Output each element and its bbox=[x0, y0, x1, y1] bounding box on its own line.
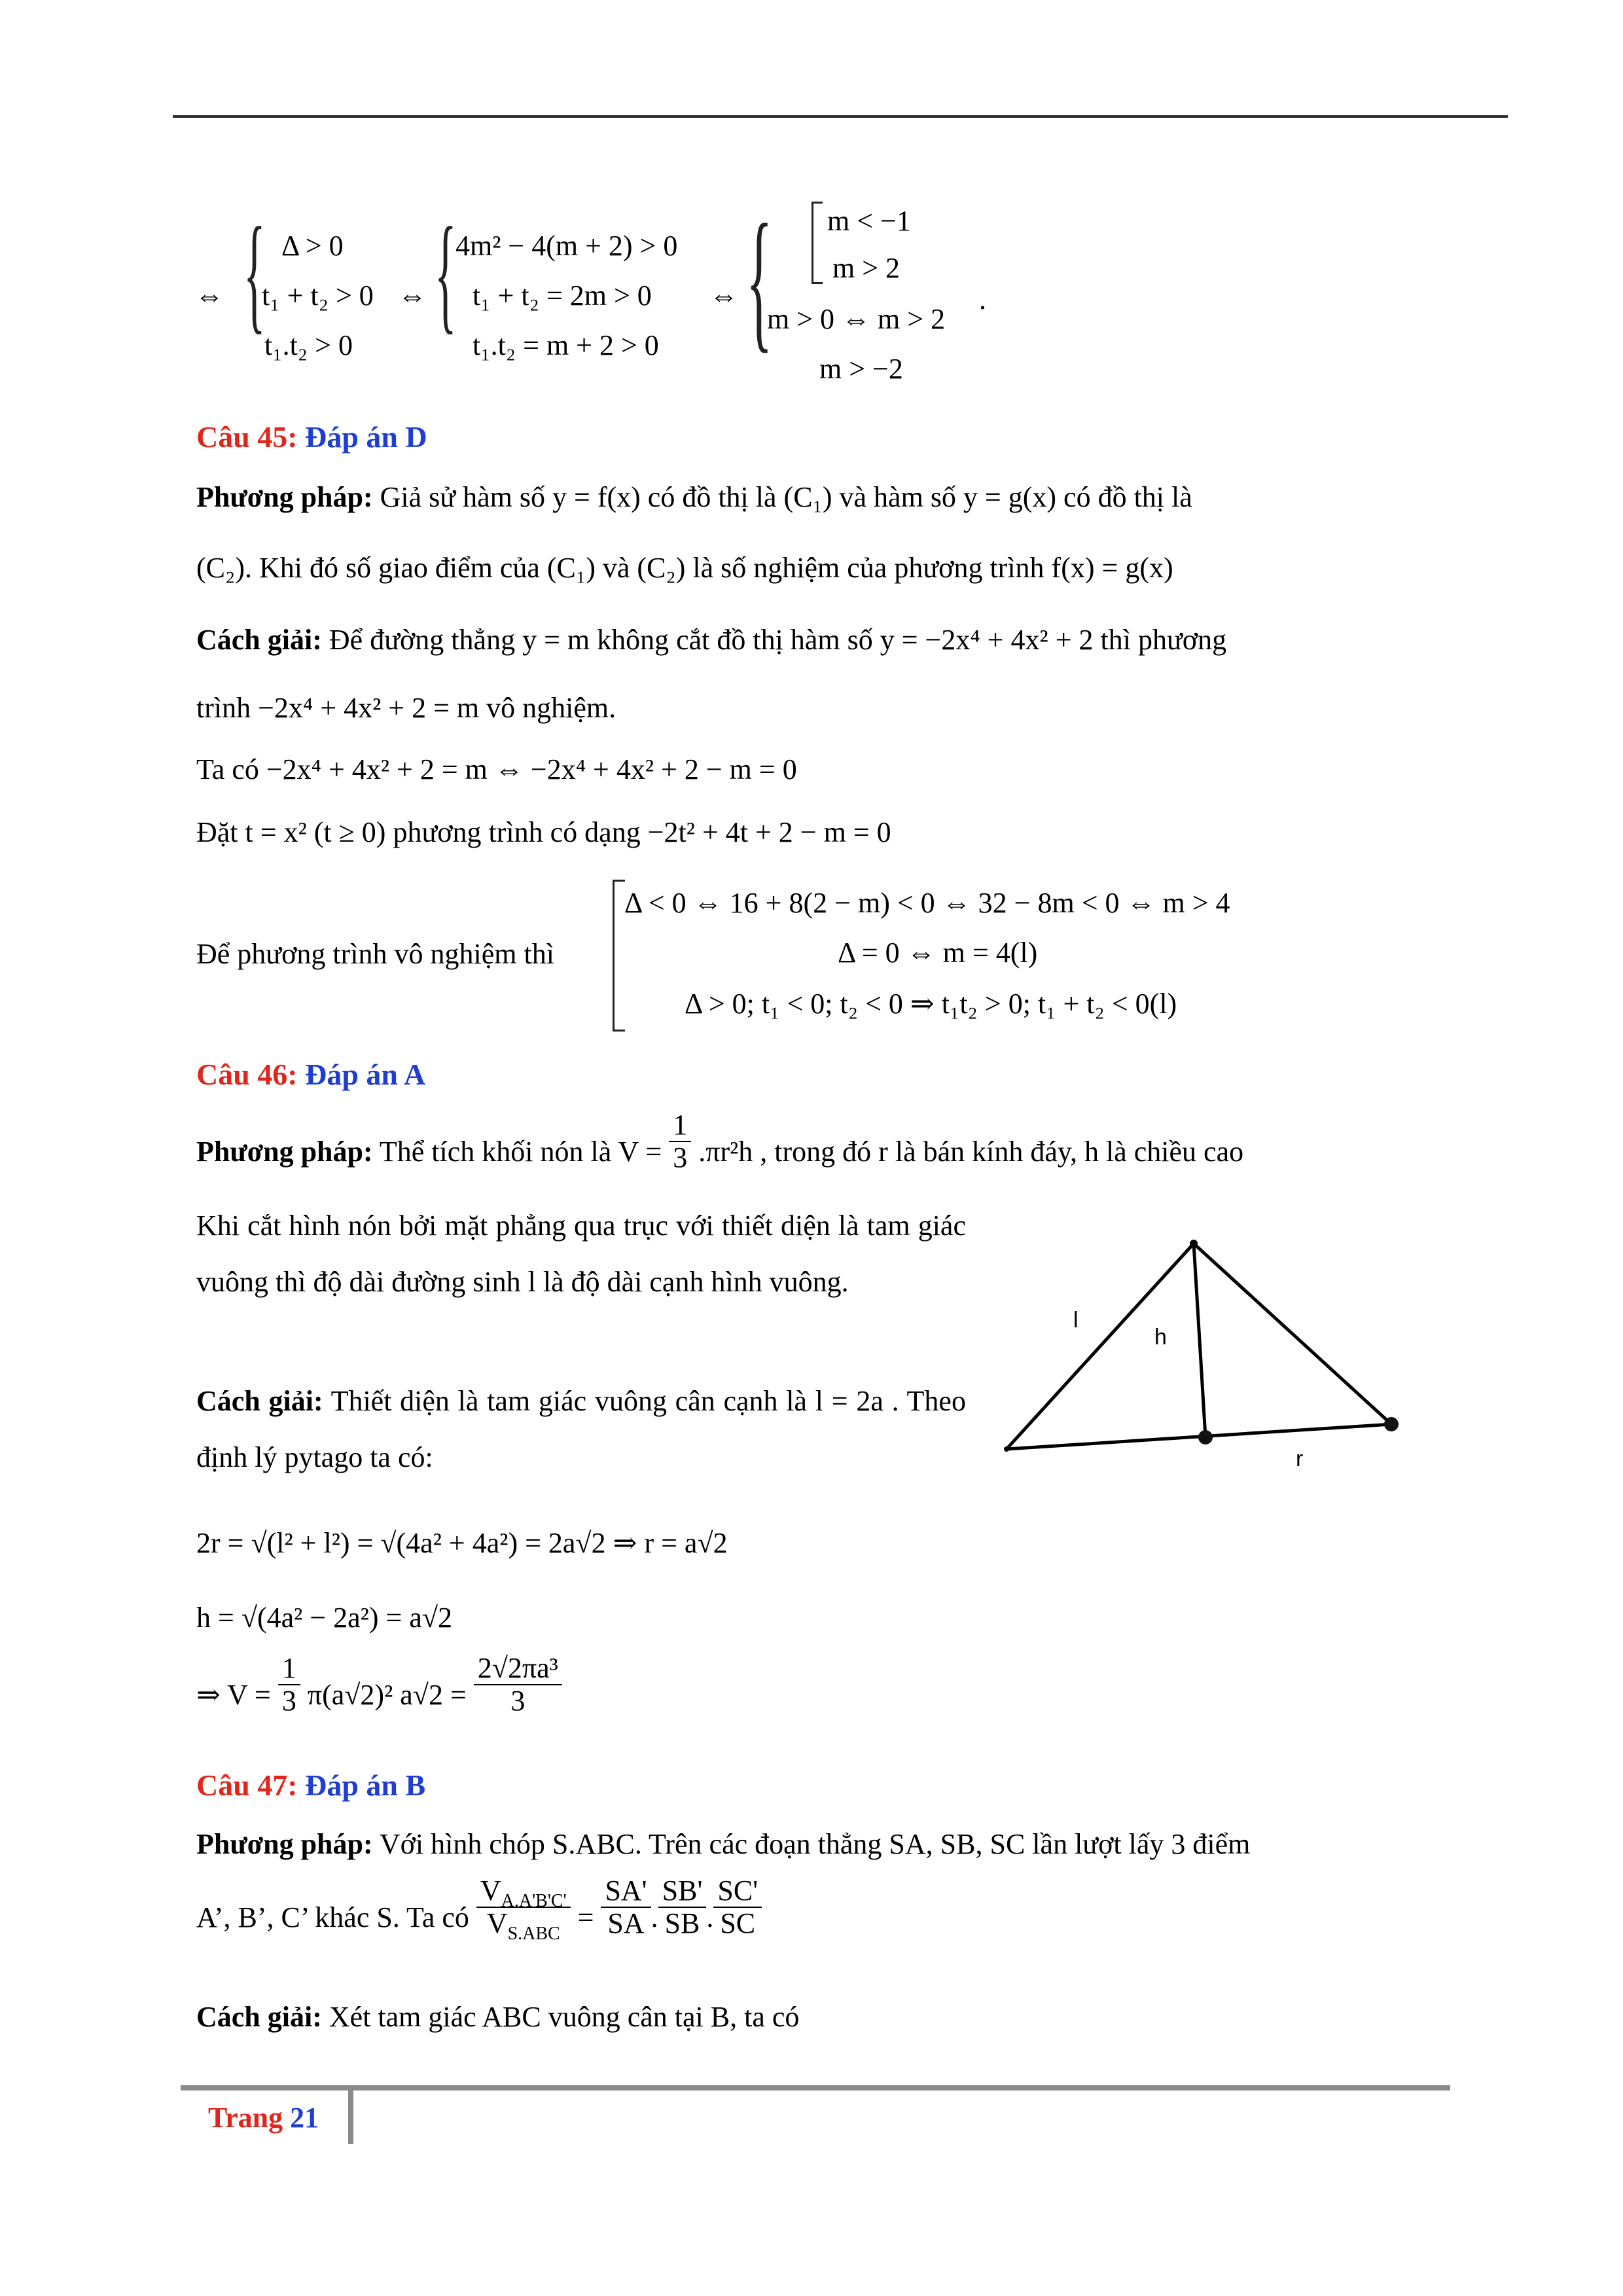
q47-method-text: Với hình chóp S.ABC. Trên các đoạn thẳng SA, SB, SC lần lượt lấy 3 điểm bbox=[379, 1828, 1251, 1860]
q46-eq3 bbox=[196, 1651, 562, 1717]
q46-method-pre: Thể tích khối nón là V = bbox=[379, 1136, 662, 1168]
q47-equals: = bbox=[577, 1901, 594, 1933]
q46-eq3-num1: 1 bbox=[278, 1653, 300, 1685]
sys3-bracket-line2: m > 2 bbox=[832, 252, 901, 284]
label-l: l bbox=[1073, 1308, 1079, 1333]
left-point bbox=[1004, 1446, 1009, 1452]
q47-volume-den bbox=[476, 1907, 571, 1944]
q45-line3: Ta có −2x⁴ + 4x² + 2 = m ⇔ −2x⁴ + 4x² + 2 − m = 0 bbox=[196, 753, 797, 785]
sys2-line1: 4m² − 4(m + 2) > 0 bbox=[455, 230, 678, 262]
q46-eq1: 2r = √(l² + l²) = √(4a² + 4a²) = 2a√2 ⇒ r = a√2 bbox=[196, 1527, 728, 1559]
sys-end-dot: . bbox=[979, 283, 986, 315]
q46-method-frac bbox=[669, 1109, 691, 1174]
q47-r1-den: SA bbox=[607, 1907, 645, 1939]
q47-r3-num: SC' bbox=[713, 1875, 762, 1908]
q46-eq3-frac2 bbox=[474, 1653, 562, 1717]
q46-eq3-den1: 3 bbox=[281, 1684, 296, 1717]
center-point bbox=[1198, 1430, 1213, 1444]
q46-eq3-pre: ⇒ V = bbox=[196, 1679, 271, 1711]
brace-2: { bbox=[435, 201, 457, 346]
page-number: 21 bbox=[290, 2102, 319, 2134]
q47-solution-line bbox=[196, 1999, 799, 2036]
equiv-1: ⇔ bbox=[195, 279, 224, 312]
q47-method-line1 bbox=[196, 1826, 1250, 1863]
q46-solution bbox=[196, 1373, 966, 1486]
sys2-line3: t₁.t₂ = m + 2 > 0 bbox=[473, 329, 659, 361]
q47-answer: Đáp án B bbox=[305, 1768, 426, 1802]
right-point bbox=[1384, 1417, 1399, 1431]
q47-solution-text: Xét tam giác ABC vuông cân tại B, ta có bbox=[329, 2001, 800, 2033]
q47-solution-label: Cách giải: bbox=[196, 2001, 322, 2033]
sys1-line3: t₁.t₂ > 0 bbox=[264, 329, 353, 361]
q46-frac-num: 1 bbox=[669, 1109, 691, 1142]
sys3-line4: m > −2 bbox=[819, 353, 903, 385]
q45-solution-text1: Để đường thẳng y = m không cắt đồ thị hàm số y = −2x⁴ + 4x² + 2 thì phương bbox=[329, 624, 1227, 656]
q47-line2-pre: A’, B’, C’ khác S. Ta có bbox=[196, 1901, 469, 1933]
q47-volume-ratio bbox=[476, 1874, 571, 1944]
q45-solution-text2: trình −2x⁴ + 4x² + 2 = m vô nghiệm. bbox=[196, 692, 616, 724]
q47-title bbox=[196, 1767, 425, 1804]
q46-title bbox=[196, 1056, 425, 1093]
q46-method-post: .πr²h , trong đó r là bán kính đáy, h là chiều cao bbox=[698, 1136, 1244, 1168]
q47-r2 bbox=[658, 1875, 707, 1939]
q47-method-label: Phương pháp: bbox=[196, 1828, 373, 1860]
q45-method-text1: Giả sử hàm số y = f(x) có đồ thị là (C₁) và hàm số y = g(x) có đồ thị là bbox=[380, 481, 1192, 513]
q45-method-label: Phương pháp: bbox=[196, 481, 373, 513]
apex-point bbox=[1190, 1240, 1198, 1247]
sys2-line2: t₁ + t₂ = 2m > 0 bbox=[473, 279, 652, 312]
q46-answer: Đáp án A bbox=[305, 1058, 426, 1091]
q47-r1 bbox=[601, 1875, 651, 1939]
q46-eq3-num2: 2√2πa³ bbox=[474, 1653, 562, 1685]
q46-number: Câu 46: bbox=[196, 1058, 298, 1091]
q46-method-label: Phương pháp: bbox=[196, 1136, 373, 1168]
q47-r1-num: SA' bbox=[601, 1875, 651, 1908]
q45-title bbox=[196, 419, 427, 456]
q45-method-line1 bbox=[196, 479, 1192, 516]
q45-cond-bracket bbox=[613, 880, 625, 1031]
q47-r3 bbox=[713, 1875, 762, 1939]
q45-answer: Đáp án D bbox=[305, 420, 427, 454]
page-footer bbox=[208, 2101, 319, 2134]
q47-r2-den: SB bbox=[664, 1907, 700, 1939]
sys1-line1: Δ > 0 bbox=[281, 230, 344, 262]
q45-cond-2: Δ = 0 ⇔ m = 4(l) bbox=[838, 937, 1038, 969]
q46-eq2: h = √(4a² − 2a²) = a√2 bbox=[196, 1602, 453, 1634]
q46-eq3-frac1 bbox=[278, 1653, 300, 1717]
q47-r3-den: SC bbox=[720, 1907, 756, 1939]
q47-r2-num: SB' bbox=[658, 1875, 707, 1908]
label-h: h bbox=[1154, 1325, 1167, 1350]
q46-solution-label: Cách giải: bbox=[196, 1385, 323, 1417]
q46-eq3-den2: 3 bbox=[510, 1684, 526, 1717]
q45-solution-label: Cách giải: bbox=[196, 624, 322, 656]
edge-h bbox=[1194, 1244, 1205, 1437]
footer-label-text: Trang bbox=[208, 2102, 283, 2134]
q47-number: Câu 47: bbox=[196, 1768, 298, 1802]
q47-vnum-sub: A.A'B'C' bbox=[501, 1890, 567, 1911]
header-rule bbox=[173, 115, 1508, 118]
sys3-bracket-line1: m < −1 bbox=[827, 205, 911, 237]
q45-cond-3: Δ > 0; t₁ < 0; t₂ < 0 ⇒ t₁t₂ > 0; t₁ + t₂ < 0(l) bbox=[685, 988, 1177, 1020]
footer-divider bbox=[348, 2085, 353, 2144]
q46-method-line bbox=[196, 1108, 1244, 1174]
q46-solution-text: Thiết diện là tam giác vuông cân cạnh là l = 2a . Theo định lý pytago ta có: bbox=[196, 1385, 966, 1473]
brace-1: { bbox=[243, 201, 266, 346]
q45-method-text2: (C₂). Khi đó số giao điểm của (C₁) và (C₂) là số nghiệm của phương trình f(x) = g(x) bbox=[196, 552, 1173, 584]
q45-number: Câu 45: bbox=[196, 420, 298, 454]
q45-cond-label: Để phương trình vô nghiệm thì bbox=[196, 938, 554, 970]
q45-cond-1: Δ < 0 ⇔ 16 + 8(2 − m) < 0 ⇔ 32 − 8m < 0 ⇔ m > 4 bbox=[624, 887, 1230, 919]
q45-solution-line1 bbox=[196, 622, 1226, 658]
q45-line4: Đặt t = x² (t ≥ 0) phương trình có dạng −2t² + 4t + 2 − m = 0 bbox=[196, 816, 891, 848]
q47-volume-num bbox=[476, 1874, 571, 1911]
q47-vden-sub: S.ABC bbox=[507, 1923, 560, 1944]
brace-3: { bbox=[746, 192, 773, 366]
edge-right bbox=[1194, 1244, 1391, 1424]
bracket-or bbox=[812, 202, 823, 284]
cone-section-figure bbox=[995, 1230, 1453, 1466]
q47-vden: V bbox=[486, 1907, 508, 1939]
sys1-line2: t₁ + t₂ > 0 bbox=[262, 279, 374, 312]
label-r: r bbox=[1296, 1446, 1304, 1466]
sys3-line3: m > 0 ⇔ m > 2 bbox=[767, 303, 946, 335]
q46-frac-den: 3 bbox=[673, 1141, 688, 1174]
footer-rule bbox=[181, 2085, 1450, 2090]
equiv-2: ⇔ bbox=[398, 279, 427, 312]
q47-vnum: V bbox=[480, 1874, 501, 1907]
q46-eq3-mid: π(a√2)² a√2 = bbox=[307, 1679, 467, 1711]
q47-method-line2: A’, B’, C’ khác S. Ta có $\frac{V_{A.A'B'C'}}{V_{S.ABC}}$ = $\frac{SA'}{SA}$ . $\frac{SB'}{SB}$ . $\frac{SC'}{SC}$ bbox=[196, 1898, 762, 1939]
q46-paragraph1: Khi cắt hình nón bởi mặt phẳng qua trục với thiết diện là tam giác vuông thì độ dài đường sinh l là độ dài cạnh hình vuông. bbox=[196, 1210, 966, 1298]
equiv-3: ⇔ bbox=[709, 279, 738, 312]
